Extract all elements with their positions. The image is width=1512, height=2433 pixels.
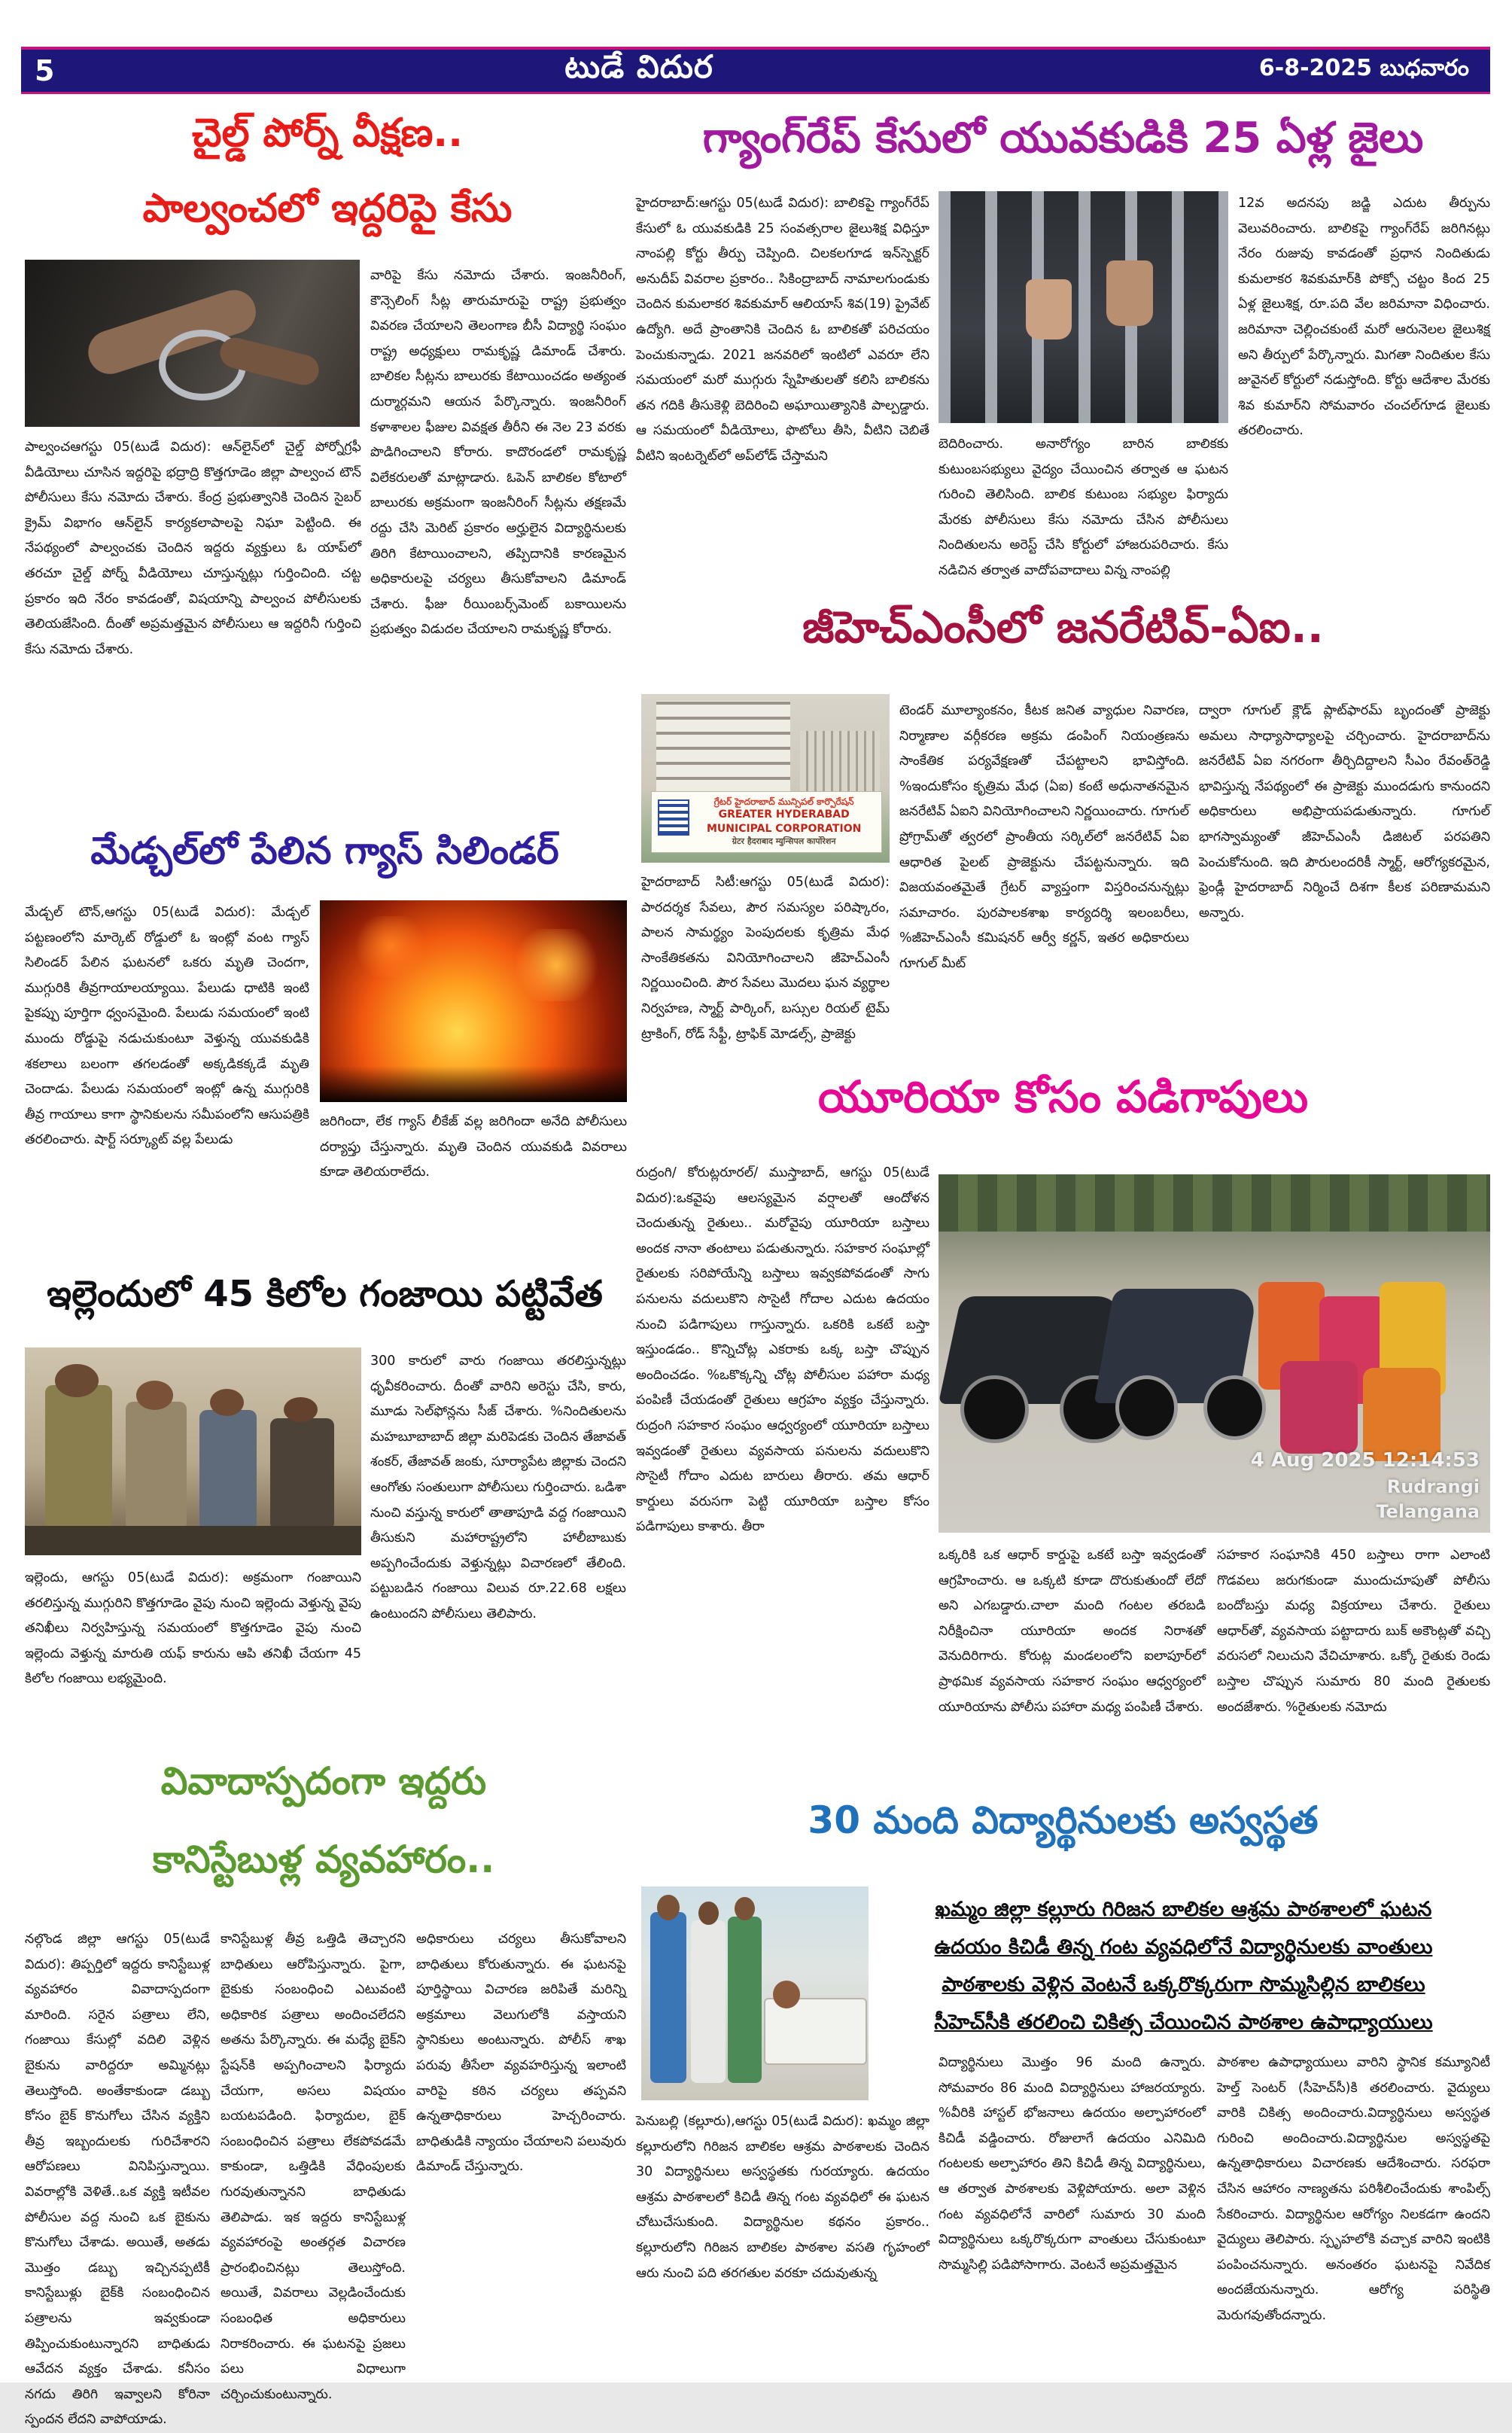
students-col2: విద్యార్థినులు మొత్తం 96 మంది ఉన్నారు. సోమవారం 86 మంది విద్యార్థినులు హాజరయ్యారు. %వీరికి హాస్టల్ భోజనాలు ఉదయం అల్పాహారంలో కిచిడీ వడ్డించారు. రోజులాగే ఉదయం ఎనిమిది గంటలకు అల్పాహారం తిని కిచిడీ తిన్న విద్యార్థినులు, ఆ తర్వాత పాఠశాలకు వెళ్లిపోయారు. అలా వెళ్లిన గంట వ్యవధిలోనే వారిలో సుమారు 30 మంది విద్యార్థినులు ఒక్కరొక్కరుగా వాంతులు చేసుకుంటూ సొమ్మసిల్లి పడిపోసాగారు. వెంటనే అప్రమత్తమైన <box>939 2055 1206 2273</box>
masthead-bar <box>21 47 1490 94</box>
ganja-headline: ఇల్లెందులో 45 కిలోల గంజాయి పట్టివేత <box>47 1273 603 1315</box>
hand-gripping-bar <box>1106 260 1153 325</box>
wheel-shape <box>1203 1375 1266 1440</box>
flame-shape <box>351 916 430 976</box>
ganja-col-left: ఇల్లెందు, ఆగస్టు 05(టుడే విదుర): అక్రమంగా గంజాయిని తరలిస్తున్న ముగ్గురిని కొత్తగూడెం వైపు నుంచి ఇల్లెందు వెళ్తున్న వైపు తనిఖీలు నిర్వహిస్తున్న సమయంలో కొత్తగూడెం వైపు నుంచి ఇల్లెందు వెళ్తున్న మారుతి యఫ్ కారును ఆపి తనిఖీ చేయగా 45 కిలోల గంజాయి లభ్యమైంది. <box>25 1570 361 1687</box>
ghmc-sign-telugu: గ్రేటర్ హైదరాబాద్ మున్సిపల్ కార్పొరేషన్ <box>713 796 854 807</box>
handcuffs-photo <box>25 260 360 427</box>
students-lead-line1: ఖమ్మం జిల్లా కల్లూరు గిరిజన బాలికల ఆశ్రమ పాఠశాలలో ఘటన <box>935 1898 1432 1921</box>
constables-col1: నల్గొండ జిల్లా ఆగస్టు 05(టుడే విదుర): తిప్పర్తిలో ఇద్దరు కానిస్టేబుళ్ల వ్యవహారం వివాదాస్పదంగా మారింది. సరైన పత్రాలు లేని, గంజాయి కేసుల్లో వదిలి వెళ్లిన బైకును వారిద్దరూ అమ్మినట్లు తెలుస్తోంది. అంతేకాకుండా డబ్బు కోసం బైక్ కొనుగోలు చేసిన వ్యక్తిని తీవ్ర ఇబ్బందులకు గురిచేశారని ఆరోపణలు వినిపిస్తున్నాయి. వివరాల్లోకి వెళితే..ఒక వ్యక్తి ఇటీవల పోలీసుల వద్ద నుంచి ఒక బైకును కొనుగోలు చేశాడు. అయితే, అతడు మొత్తం డబ్బు ఇచ్చినప్పటికీ కానిస్టేబుళ్లు బైక్‌కి సంబంధించిన పత్రాలను ఇవ్వకుండా తిప్పించుకుంటున్నారని బాధితుడు ఆవేదన వ్యక్తం చేశాడు. కనీసం నగదు తిరిగి ఇవ్వాలని కోరినా స్పందన లేదని వాపోయాడు. <box>25 1932 210 2428</box>
urea-col2: ఒక్కరికి ఒక ఆధార్ కార్డుపై ఒకటే బస్తా ఇవ్వడంతో ఆగ్రహించారు. ఆ ఒక్కటి కూడా దొరుకుతుందో లేదో అని ఎగబడ్డారు.చాలా మంది గంటల తరబడి నిరీక్షించినా యూరియా అందక నిరాశతో వెనుదిరిగారు. కోరుట్ల మండలంలోని ఐలాపూర్‌లో ప్రాథమిక వ్యవసాయ సహకార సంఘం ఆధ్వర్యంలో యూరియాను పోలీసు పహారా మధ్య పంపిణీ చేశారు. <box>939 1548 1206 1715</box>
child-porn-headline-line2: పాల్వంచలో ఇద్దరిపై కేసు <box>142 186 513 231</box>
ghmc-col3: ద్వారా గూగుల్ క్లౌడ్ ప్లాట్‌ఫారమ్ బృందంతో ప్రాజెక్టు అమలు సాధ్యాసాధ్యాలపై చర్చించారు. హైదరాబాద్‌ను జనరేటివ్ ఏఐ నగరంగా తీర్చిదిద్దాలని సీఎం రేవంత్‌రెడ్డి భావిస్తున్న నేపథ్యంలో ఈ ప్రాజెక్టు ముందడుగు కానుందని అధికారులు అభిప్రాయపడుతున్నారు. గూగుల్ భాగస్వామ్యంతో జీహెచ్ఎంసీ డిజిటల్ పరపతిని పెంచుకోనుంది. ఇది పౌరులందరికీ స్మార్ట్, ఆరోగ్యకరమైన, ఫ్రెండ్లీ హైదరాబాద్ నిర్మించే దిశగా కీలక పరిణామమని అన్నారు. <box>1199 703 1490 921</box>
jail-bars-shape <box>939 191 1228 423</box>
visitor-figure <box>728 1917 762 2084</box>
students-lead-line4: సీహెచ్‌సీకి తరలించి చికిత్స చేయించిన పాఠశాల ఉపాధ్యాయులు <box>934 2010 1433 2034</box>
ganja-col-right: 300 కారులో వారు గంజాయి తరలిస్తున్నట్లు ధృవీకరించారు. దీంతో వారిని అరెస్టు చేసి, కారు, మూడు సెల్‌ఫోన్లను సీజ్ చేశారు. %నిందితులను మహబూబాబాద్ జిల్లా మరిపెడకు చెందిన తేజావత్ శంకర్, తేజావత్ జంకు, సూర్యాపేట జిల్లాకు చెందని ఆంగోతు సంతులుగా పోలీసులు గుర్తించారు. ఒడిశా నుంచి వస్తున్న కారులో తాతాపూడి వద్ద గంజాయిని తీసుకుని మహారాష్ట్రలోని హాలీబాబుకు అప్పగించేందుకు వెళ్తున్నట్లు విచారణలో తేలింది. పట్టుబడిన గంజాయి విలువ రూ.22.68 లక్షలు ఉంటుందని పోలీసులు తెలిపారు. <box>370 1354 626 1621</box>
constables-col2: కానిస్టేబుళ్ల తీవ్ర ఒత్తిడి తెచ్చారని బాధితులు ఆరోపిస్తున్నారు. పైగా, బైకుకు సంబంధించి ఎటువంటి అధికారిక పత్రాలు అందించలేదని అతను పేర్కొన్నారు. ఈ మధ్యే బైక్‌ని స్టేషన్‌కి అప్పగించాలని ఫిర్యాదు చేయగా, అసలు విషయం బయటపడింది. ఫిర్యాదుల, బైక్ సంబంధించిన పత్రాలు లేకపోవడమే కాకుండా, ఒత్తిడికి వేధింపులకు గురవుతున్నానని బాధితుడు తెలిపాడు. ఇక ఇద్దరు కానిస్టేబుళ్ల వ్యవహారంపై అంతర్గత విచారణ ప్రారంభించినట్లు తెలుస్తోంది. అయితే, వివరాలు వెల్లడించేందుకు సంబంధిత అధికారులు నిరాకరించారు. ఈ ఘటనపై ప్రజలు పలు విధాలుగా చర్చించుకుంటున్నారు. <box>221 1932 406 2402</box>
constables-col3: అధికారులు చర్యలు తీసుకోవాలని బాధితులు కోరుతున్నారు. ఈ ఘటనపై పూర్తిస్థాయి విచారణ జరిపితే మరిన్ని అక్రమాలు వెలుగులోకి వస్తాయని స్థానికులు అంటున్నారు. పోలీస్ శాఖ పరువు తీసేలా వ్యవహరిస్తున్న ఇలాంటి వారిపై కఠిన చర్యలు తప్పవని ఉన్నతాధికారులు హెచ్చరించారు. బాధితుడికి న్యాయం చేయాలని పలువురు డిమాండ్ చేస్తున్నారు. <box>416 1932 626 2175</box>
foliage-shape <box>939 1174 1490 1232</box>
constables-headline-line1: వివాదాస్పదంగా ఇద్దరు <box>160 1759 487 1803</box>
detainee-figure <box>199 1410 257 1530</box>
ghmc-sign-board <box>651 791 882 853</box>
hospital-bed <box>764 1998 867 2065</box>
medchal-col-right: జరిగిందా, లేక గ్యాస్ లీకేజ్ వల్ల జరిగిందా అనేది పోలీసులు దర్యాప్తు చేస్తున్నారు. మృతి చెందిన యువకుడి వివరాలు కూడా తెలియరాలేదు. <box>320 1114 627 1180</box>
medchal-headline: మేడ్చల్‌లో పేలిన గ్యాస్ సిలిండర్ <box>90 829 559 872</box>
watermark-state: Telangana <box>1376 1501 1480 1523</box>
fire-photo <box>320 900 627 1102</box>
patient-figure <box>773 1981 800 2008</box>
charminar-logo-icon <box>658 799 689 836</box>
child-porn-headline-line1: చైల్డ్ పోర్న్ వీక్షణ.. <box>192 111 463 156</box>
police-officer-figure <box>45 1385 112 1530</box>
urea-queue-photo <box>939 1174 1490 1533</box>
students-col3: పాఠశాల ఉపాధ్యాయులు వారిని స్థానిక కమ్యూనిటీ హెల్త్ సెంటర్ (సీహెచ్‌సీ)కి తరలించారు. వైద్యులు వారికి చికిత్స అందించారు.విద్యార్థినులు అస్వస్థత గురించి అందించారు.విద్యార్థినుల అస్వస్థతపై ఉన్నతాధికారులు విచారణకు ఆదేశించారు. సరఫరా చేసిన ఆహారం నాణ్యతను పరిశీలించేందుకు శాంపిల్స్ సేకరించారు. విద్యార్థినుల ఆరోగ్యం నిలకడగా ఉందని వైద్యులు తెలిపారు. స్పృహలోకి వచ్చాక వారిని ఇంటికి పంపించనున్నారు. అనంతరం ఘటనపై నివేదిక అందజేయనున్నారు. ఆరోగ్య పరిస్థితి మెరుగవుతోందన్నారు. <box>1217 2055 1490 2323</box>
ghmc-headline: జీహెచ్ఎంసీలో జనరేటివ్-ఏఐ.. <box>802 601 1324 653</box>
urea-col1: రుద్రంగి/ కోరుట్లరూరల్/ ముస్తాబాద్, ఆగస్టు 05(టుడే విదుర):ఒకవైపు ఆలస్యమైన వర్షాలతో ఆందోళన చెందుతున్న రైతులు.. మరోవైపు యూరియా బస్తాలు అందక నానా తంటాలు పడుతున్నారు. సహకార సంఘాల్లో రైతులకు సరిపోయేన్ని బస్తాలు ఇవ్వకపోవడంతో సాగు పనులను వదులుకొని సొసైటీ గోదాల ఎదుట ఉదయం నుంచి పడిగాపులు గాస్తున్నారు. ఒకరికి ఒకటే బస్తా ఇస్తుండడం.. కొన్నిచోట్ల ఎకరాకు ఒక్క బస్తా చొప్పున అందించడం. %ఒకొక్కన్ని చోట్ల పోలీసుల పహారా మధ్య పంపిణీ చేయడంతో రైతులు ఆగ్రహం వ్యక్తం చేస్తున్నారు. రుద్రంగి సహకార సంఘం ఆధ్వర్యంలో యూరియా బస్తాలు ఇవ్వడంతో రైతులు వ్యవసాయ పనులను వదులుకొని సొసైటీ గోదాం ఎదుట బారులు తీరారు. తమ ఆధార్ కార్డులు వరుసగా పెట్టి యూరియా బస్తాల కోసం పడిగాపులు కాశారు. తీరా <box>636 1165 929 1535</box>
ghmc-sign-hindi: ग्रेटर हैदराबाद म्युन्सिपल कार्पोरेशन <box>732 836 836 847</box>
gangrape-col3: 12వ అదనపు జడ్జి ఎదుట తీర్పును వెలువరించారు. బాలికపై గ్యాంగ్‌రేప్ జరిగినట్లు నేరం రుజువు కావడంతో ప్రధాన నిందితుడు కుమలాకర శివకుమార్‌కి పోక్సో చట్టం కింద 25 ఏళ్ల జైలుశిక్ష, రూ.పది వేల జరిమానా విధించారు. జరిమానా చెల్లించకుంటే మరో ఆరునెలల జైలుశిక్ష అని తీర్పులో పేర్కొన్నారు. మిగతా నిందితుల కేసు జువైనల్ కోర్టులో నడుస్తోంది. కోర్టు ఆదేశాల మేరకు శివ కుమార్‌ని సోమవారం చంచల్‌గూడ జైలుకు తరలించారు. <box>1238 196 1490 439</box>
hand-gripping-bar <box>1026 279 1072 340</box>
face-shape <box>284 1397 318 1422</box>
students-headline: 30 మంది విద్యార్థినులకు అస్వస్థత <box>808 1798 1319 1842</box>
masthead-title: టుడే విదుర <box>564 48 713 85</box>
medchal-col-left: మేడ్చల్ టౌన్,ఆగస్టు 05(టుడే విదుర): మేడ్చల్ పట్టణంలోని మార్కెట్ రోడ్డులో ఓ ఇంట్లో వంట గ్యాస్ సిలిండర్ పేలిన ఘటనలో ఒకరు మృతి చెందగా, ముగ్గురికి తీవ్రగాయాలయ్యాయి. పేలుడు ధాటికి ఇంటి పైకప్పు పూర్తిగా ధ్వంసమైంది. పేలుడు సమయంలో ఇంటి ముందు రోడ్డుపై నడుచుకుంటూ వెళ్తున్న యువకుడికి శకలాలు బలంగా తగలడంతో అక్కడికక్కడే మృతి చెందాడు. పేలుడు సమయంలో ఇంట్లో ఉన్న ముగ్గురికి తీవ్ర గాయాలు కాగా స్థానికులను సమీపంలోని ఆసుపత్రికి తరలించారు. షార్ట్ సర్క్యూట్ వల్ల పేలుడు <box>25 905 309 1148</box>
face-shape <box>210 1389 244 1416</box>
ganja-arrest-photo <box>25 1347 361 1555</box>
gangrape-col1: హైదరాబాద్:ఆగస్టు 05(టుడే విదుర): బాలికపై గ్యాంగ్‌రేప్ కేసులో ఓ యువకుడికి 25 సంవత్సరాల జైలుశిక్ష విధిస్తూ నాంపల్లి కోర్టు తీర్పు చెప్పింది. చిలకలగూడ ఇన్‌స్పెక్టర్ అనుదీప్ వివరాల ప్రకారం.. సికింద్రాబాద్ నామాలగుండుకు చెందిన కుమలాకర శివకుమార్ ఆలియాస్ శివ(19) ప్రైవేట్ ఉద్యోగి. అదే ప్రాంతానికి చెందిన ఓ బాలికతో పరిచయం పెంచుకున్నాడు. 2021 జనవరిలో ఇంటిలో ఎవరూ లేని సమయంలో మరో ముగ్గురు స్నేహితులతో కలిసి బాలికను తన గదికి తీసుకెళ్లి బెదిరించి అఘాయిత్యానికి పాల్పడ్డారు. ఆ సమయంలో వీడియోలు, ఫొటోలు తీసి, వీటిని చెబితే వీటిని ఇంటర్నెట్‌లో అప్‌లోడ్ చేస్తామని <box>636 196 929 464</box>
doctor-figure <box>691 1920 725 2083</box>
wheel-shape <box>960 1375 1029 1444</box>
visitor-figure <box>650 1912 686 2083</box>
child-porn-col-right: వారిపై కేసు నమోదు చేశారు. ఇంజనీరింగ్, కౌన్సెలింగ్ సీట్ల తారుమారుపై రాష్ట్ర ప్రభుత్వం వివరణ చేయాలని తెలంగాణ బీసీ విద్యార్థి సంఘం రాష్ట్ర అధ్యక్షులు రామకృష్ణ డిమాండ్ చేశారు. బాలికల సీట్లను బాలురకు కేటాయించడం అత్యంత దుర్మార్గమని ఆయన పేర్కొన్నారు. ఇంజనీరింగ్ కళాశాలల ఫీజుల వివక్షత తీరీని ఈ నెల 23 వరకు పొడిగించాలని కోరారు. కాదొరండలో రామకృష్ణ విలేకరులతో మాట్లాడారు. ఓపెన్ బాలికల కోటాలో బాలురకు అక్రమంగా ఇంజనీరింగ్ సీట్లను తక్షణమే రద్దు చేసి మెరిట్ ప్రకారం అర్హులైన విద్యార్థినులకు తిరిగి కేటాయించాలని, తప్పిదానికి కారణమైన అధికారులపై చర్యలు తీసుకోవాలని డిమాండ్ చేశారు. ఫీజు రీయింబర్స్‌మెంట్ బకాయిలను ప్రభుత్వం విడుదల చేయాలని రామకృష్ణ కోరారు. <box>370 268 626 638</box>
seated-woman-figure <box>1280 1361 1358 1454</box>
face-shape <box>698 1902 719 1925</box>
smoke-shape <box>320 1066 627 1102</box>
students-col1: పెనుబల్లి (కల్లూరు),ఆగస్టు 05(టుడే విదుర): ఖమ్మం జిల్లా కల్లూరులోని గిరిజన బాలికల ఆశ్రమ పాఠశాలకు చెందిన 30 విద్యార్థినులు అస్వస్థతకు గురయ్యారు. ఉదయం ఆశ్రమ పాఠశాలలో కిచిడీ తిన్న గంట వ్యవధిలో ఈ ఘటన చోటుచేసుకుంది. విద్యార్థినుల కథనం ప్రకారం.. కల్లూరులోని గిరిజన బాలికల పాఠశాల వసతి గృహంలో ఆరు నుంచి పది తరగతుల వరకూ చదువుతున్న <box>636 2114 929 2281</box>
hospital-photo <box>641 1886 869 2100</box>
detainee-figure <box>270 1418 334 1530</box>
ghmc-col1: హైదరాబాద్ సిటీ:ఆగస్టు 05(టుడే విదుర): పారదర్శక సేవలు, పౌర సమస్యల పరిష్కారం, పాలన సామర్థ్యం పెంపుదలకు కృత్రిమ మేధ సాంకేతికతను వినియోగించాలని జీహెచ్ఎంసీ నిర్ణయించింది. పౌర సేవలు మొదలు ఘన వ్యర్థాల నిర్వహణ, స్మార్ట్ పార్కింగ్, బస్సుల రియల్ టైమ్ ట్రాకింగ్, రోడ్ సేఫ్టీ, ట్రాఫిక్ మోడల్స్, ప్రాజెక్టు <box>641 875 890 1042</box>
ghmc-building-photo <box>641 694 890 863</box>
child-porn-col-left: పాల్వంచఆగస్టు 05(టుడే విదుర): ఆన్‌లైన్‌లో చైల్డ్ పోర్నోగ్రఫీ వీడియోలు చూసిన ఇద్దరిపై భద్రాద్రి కొత్తగూడెం జిల్లా పాల్వంచ టౌన్ పోలీసులు కేసు నమోదు చేశారు. కేంద్ర ప్రభుత్వానికి చెందిన సైబర్ క్రైమ్ విభాగం ఆన్‌లైన్ కార్యకలాపాలపై నిఘా పెట్టింది. ఈ నేపథ్యంలో పాల్వంచకు చెందిన ఇద్దరు వ్యక్తులు ఓ యాప్‌లో తరచూ చైల్డ్ పోర్న్ వీడియోలు చూస్తున్నట్లు గుర్తించింది. చట్ట ప్రకారం ఇది నేరం కావడంతో, విషయాన్ని పాల్వంచ పోలీసులకు తెలియజేసింది. దీంతో అప్రమత్తమైన పోలీసులు ఆ ఇద్దరినీ గుర్తించి కేసు నమోదు చేశారు. <box>25 440 361 657</box>
gangrape-headline: గ్యాంగ్‌రేప్ కేసులో యువకుడికి 25 ఏళ్ల జైలు <box>702 114 1424 163</box>
students-lead-line3: పాఠశాలకు వెళ్లిన వెంటనే ఒక్కరొక్కరుగా సొమ్మసిల్లిన బాలికలు <box>942 1972 1425 1996</box>
photo-watermark <box>1251 1447 1480 1525</box>
flame-shape <box>510 929 602 1001</box>
students-lead <box>877 1891 1490 2036</box>
urea-col3: సహకార సంఘానికి 450 బస్తాలు రాగా ఎలాంటి గొడవలు జరుగకుండా ముందుచూపుతో పోలీసు బందోబస్తు మధ్య విక్రయాలు చేశారు. రైతులు ఆధార్‌తో, వ్యవసాయ పట్టాదారు బుక్ అకౌంట్లతో వచ్చి వరుసలో నిలుచుని వేచిచూశారు. ఒక్కో రైతుకు రెండు బస్తాల చొప్పున సుమారు 80 మంది రైతులకు అందజేశారు. %రైతులకు నమోదు <box>1217 1548 1490 1715</box>
jail-bars-photo <box>939 191 1228 423</box>
urea-headline: యూరియా కోసం పడిగాపులు <box>817 1071 1309 1122</box>
face-shape <box>136 1381 173 1410</box>
students-lead-line2: ఉదయం కిచిడీ తిన్న గంట వ్యవధిలోనే విద్యార్థినులకు వాంతులు <box>934 1935 1433 1959</box>
edition-date: 6-8-2025 బుధవారం <box>1258 55 1469 81</box>
page-number: 5 <box>35 54 55 87</box>
table-shape <box>25 1526 361 1555</box>
constables-headline-line2: కానిస్టేబుళ్ల వ్యవహారం.. <box>152 1838 495 1881</box>
gangrape-col2: బెదిరించారు. అనారోగ్యం బారిన బాలికకు కుటుంబసభ్యులు వైద్యం చేయించిన తర్వాత ఆ ఘటన గురించి తెలిసింది. బాలిక కుటుంబ సభ్యుల ఫిర్యాదు మేరకు పోలీసులు కేసు నమోదు చేసిన పోలీసులు నిందితులను అరెస్ట్ చేసి కోర్టులో హాజరుపరిచారు. కేసు నడిచిన తర్వాత వాదోపవాదాలు విన్న నాంపల్లి <box>939 437 1228 578</box>
watermark-datetime: 4 Aug 2025 12:14:53 <box>1250 1449 1480 1472</box>
ghmc-sign-english: GREATER HYDERABAD MUNICIPAL CORPORATION <box>706 808 862 836</box>
wheel-shape <box>1115 1375 1178 1440</box>
ghmc-col2: టెండర్ మూల్యాంకనం, కీటక జనిత వ్యాధుల నివారణ, నిర్మాణాల వర్గీకరణ అక్రమ డంపింగ్ నియంత్రణను సాంకేతిక పర్యవేక్షణతో చేపట్టాలని భావిస్తోంది. %ఇందుకోసం కృత్రిమ మేధ (ఏఐ) కంటే అధునాతనమైన జనరేటివ్ ఏఐని వినియోగించాలని నిర్ణయించారు. గూగుల్ ప్రోగ్రామ్‌తో త్వరలో ప్రాంతీయ సర్కిల్‌లో జనరేటివ్ ఏఐ ఆధారిత పైలట్ ప్రాజెక్టును చేపట్టనున్నారు. ఇది విజయవంతమైతే గ్రేటర్ వ్యాప్తంగా విస్తరించనున్నట్లు సమాచారం. పురపాలకశాఖ కార్యదర్శి ఇలంబరీలు, %జీహెచ్ఎంసీ కమిషనర్ ఆర్వీ కర్ణన్, ఇతర అధికారులు గూగుల్ మీట్ <box>899 703 1189 971</box>
police-officer-figure <box>126 1402 186 1530</box>
watermark-place: Rudrangi <box>1386 1475 1480 1497</box>
